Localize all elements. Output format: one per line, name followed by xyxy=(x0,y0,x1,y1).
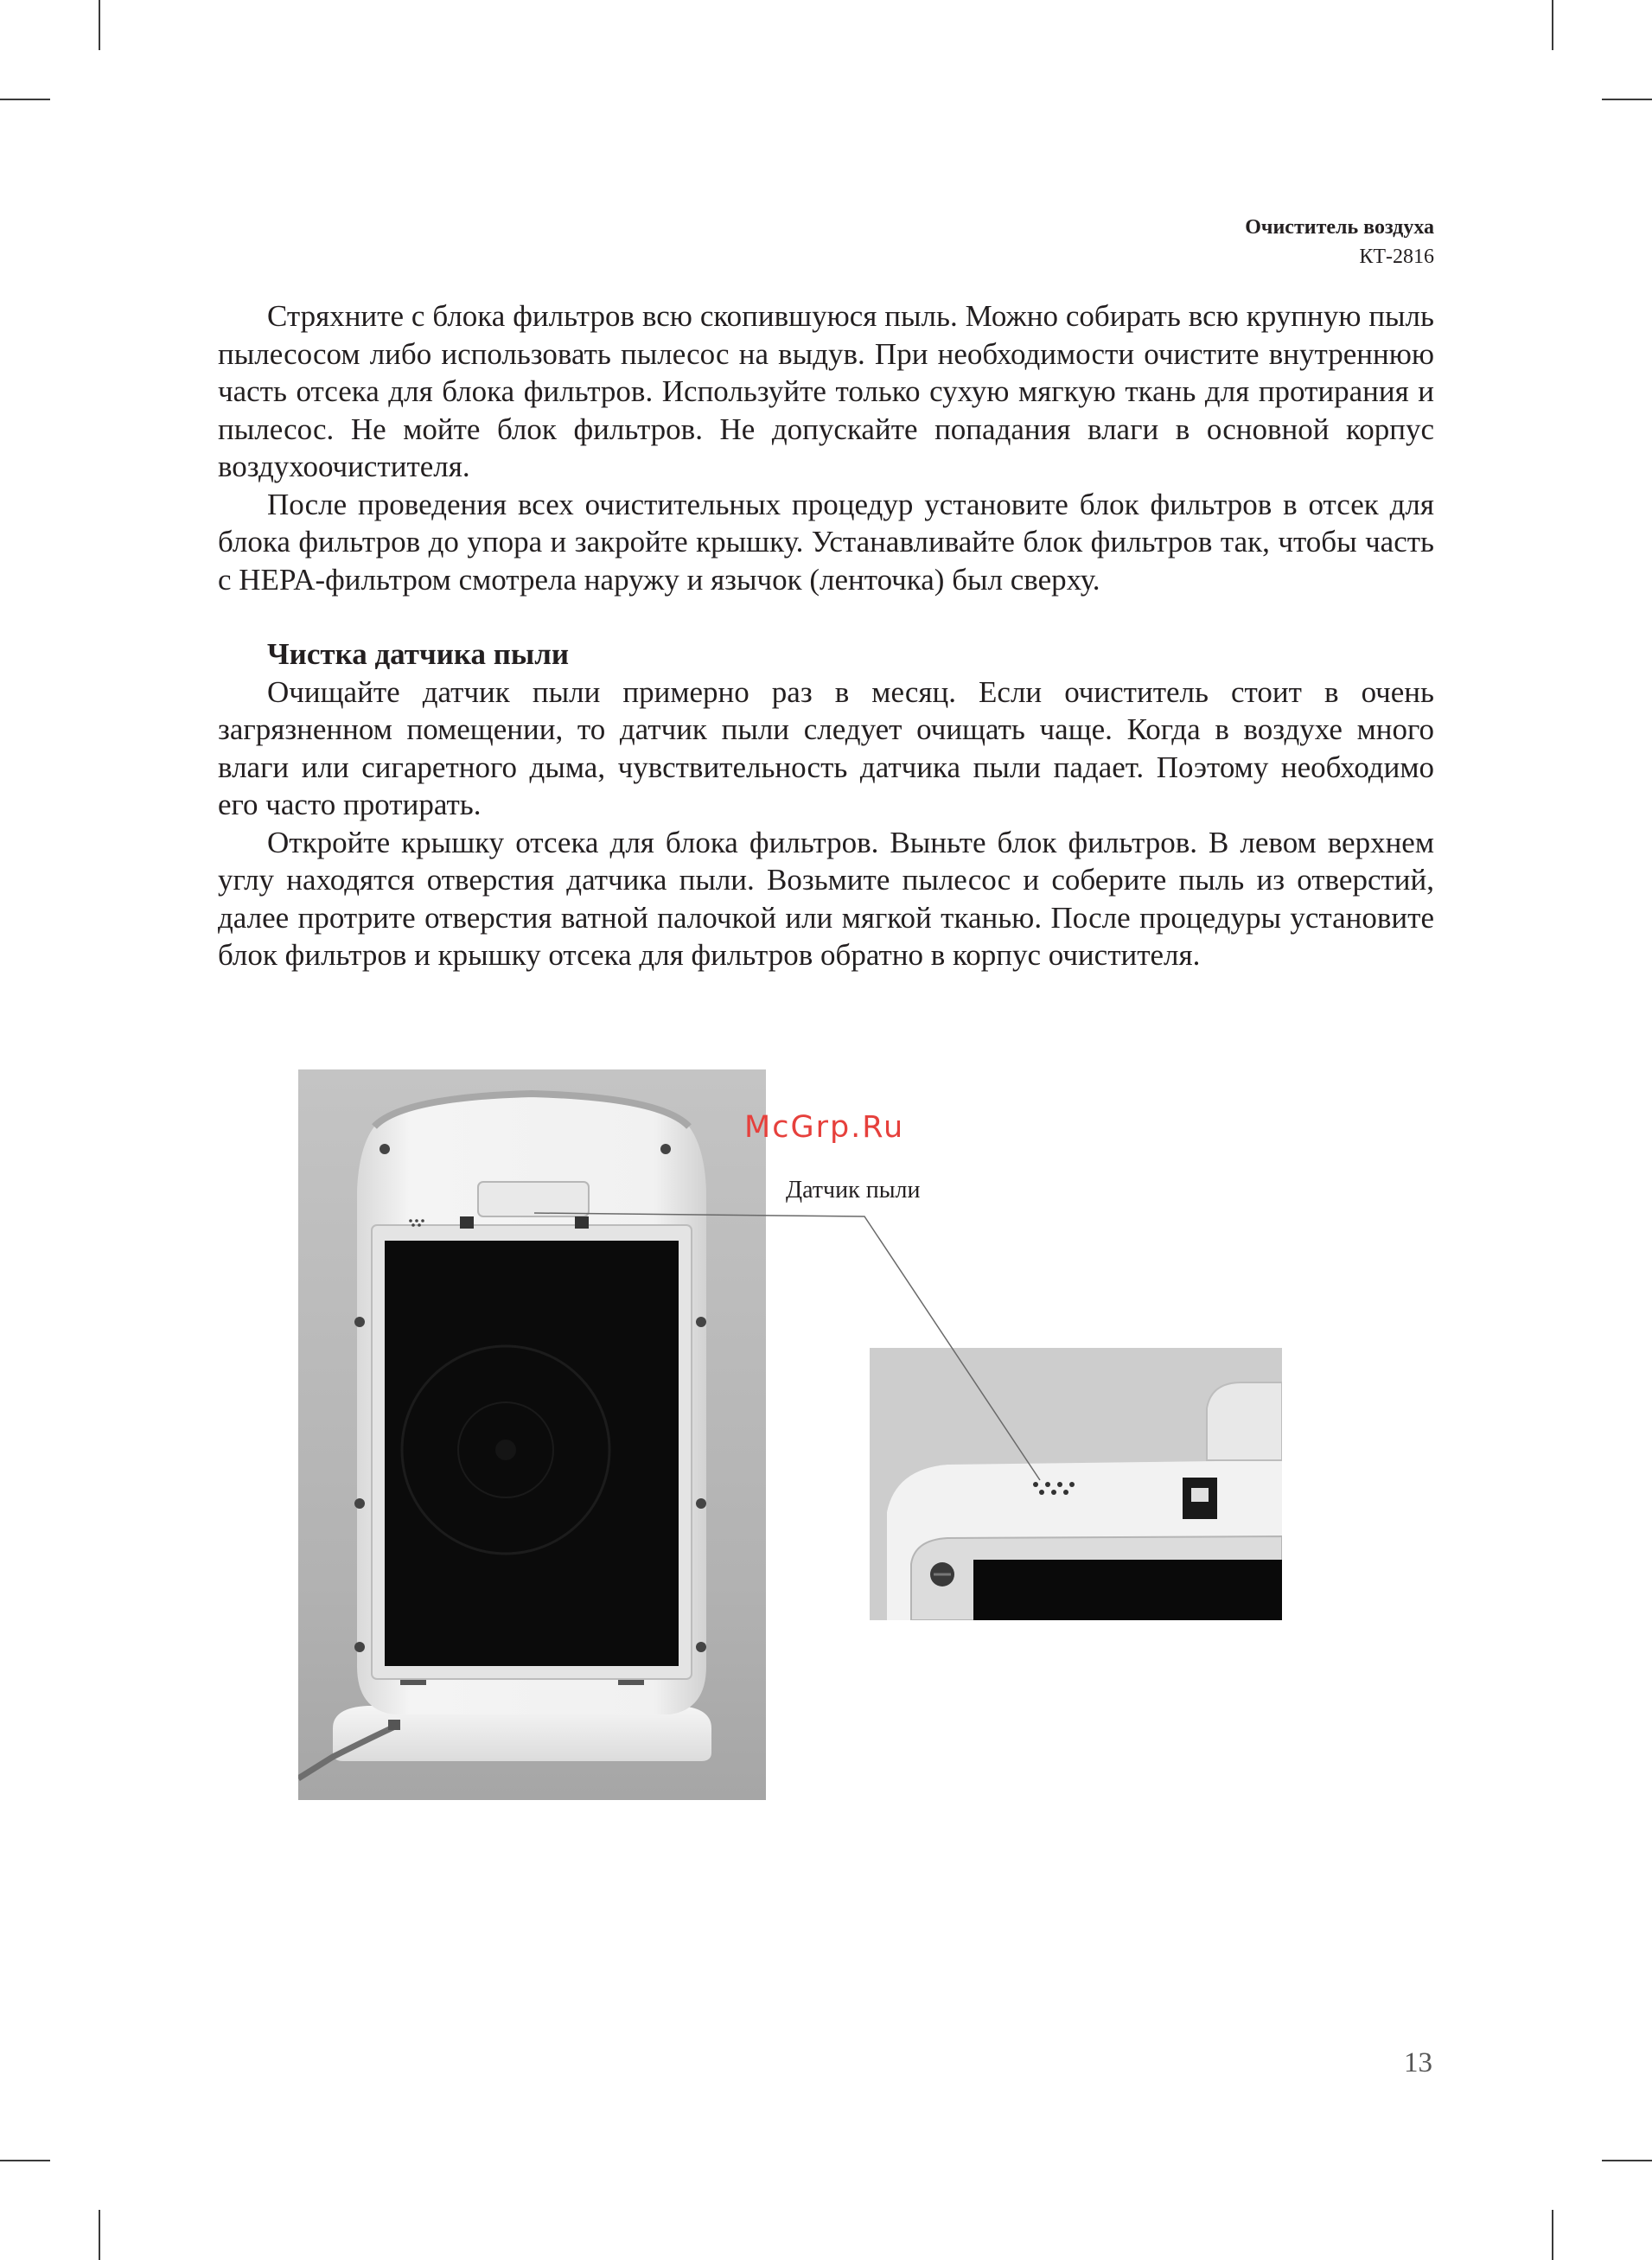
section-heading: Чистка датчика пыли xyxy=(267,637,570,671)
purifier-illustration xyxy=(298,1069,766,1800)
paragraph: Очищайте датчик пыли примерно раз в месяц. Если очиститель стоит в очень загрязненном помещении, то датчик пыли следует очищать чаще. Когда в воздухе много влаги или сигаретного дыма, чувствительность датчика пыли падает. Поэтому необходимо его часто протирать. xyxy=(218,674,1434,821)
crop-mark xyxy=(0,2160,50,2161)
sensor-detail-illustration xyxy=(870,1348,1282,1620)
paragraph: Стряхните с блока фильтров всю скопившуюся пыль. Можно собирать всю крупную пыль пылесосом либо использовать пылесос на выдув. При необходимости очистите внутреннюю часть отсека для блока фильтров. Используйте только сухую мягкую ткань для протирания и пылесос. Не мойте блок фильтров. Не допускайте попадания влаги в основной корпус воздухоочистителя. xyxy=(218,299,1434,483)
header-model: КТ-2816 xyxy=(1359,246,1434,268)
crop-mark xyxy=(1602,2160,1652,2161)
crop-mark xyxy=(99,2210,100,2260)
watermark: McGrp.Ru xyxy=(744,1110,905,1145)
running-header xyxy=(1245,213,1434,271)
page-number: 13 xyxy=(1404,2047,1432,2078)
crop-mark xyxy=(1602,99,1652,100)
paragraph: После проведения всех очистительных процедур установите блок фильтров в отсек для блока фильтров до упора и закройте крышку. Устанавливайте блок фильтров так, чтобы часть с HEPA-фильтром смотрела наружу и язычок (ленточка) был сверху. xyxy=(218,487,1434,597)
sensor-detail-photo xyxy=(870,1348,1282,1620)
paragraph: Откройте крышку отсека для блока фильтров. Выньте блок фильтров. В левом верхнем углу находятся отверстия датчика пыли. Возьмите пылесос и соберите пыль из отверстий, далее протрите отверстия ватной палочкой или мягкой тканью. После процедуры установите блок фильтров и крышку отсека для фильтров обратно в корпус очистителя. xyxy=(218,825,1434,972)
crop-mark xyxy=(99,0,100,50)
header-title: Очиститель воздуха xyxy=(1245,216,1434,239)
crop-mark xyxy=(1552,0,1553,50)
callout-label: Датчик пыли xyxy=(786,1177,921,1203)
crop-mark xyxy=(1552,2210,1553,2260)
purifier-photo xyxy=(298,1069,766,1800)
crop-mark xyxy=(0,99,50,100)
body-text xyxy=(218,297,1434,974)
